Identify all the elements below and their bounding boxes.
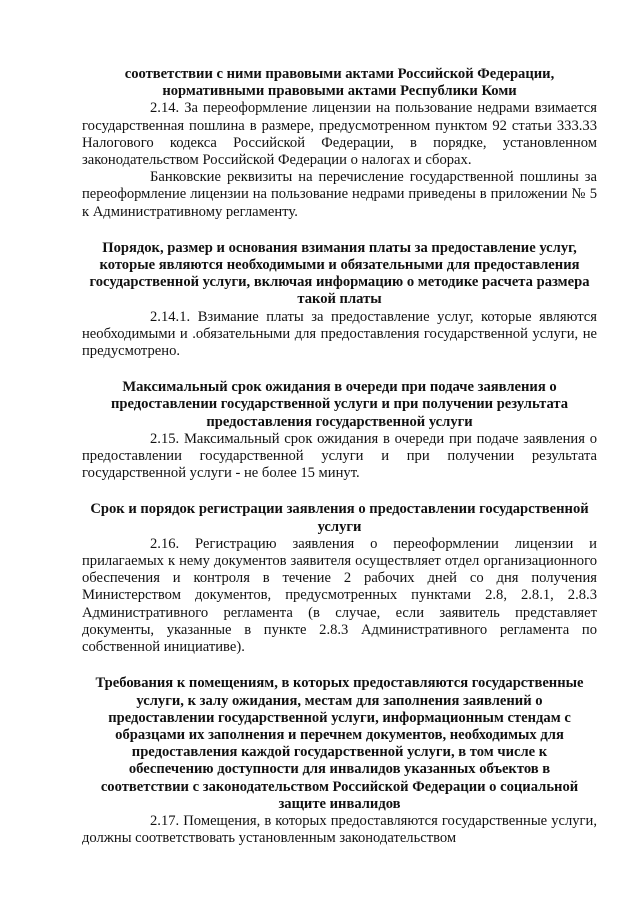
paragraph-bank-details: Банковские реквизиты на перечисление государственной пошлины за переоформление лицензии на пользование недрами приведены в приложении № 5 к Административному регламенту. — [82, 169, 597, 220]
document-page — [82, 66, 597, 847]
paragraph-2-14: 2.14. За переоформление лицензии на пользование недрами взимается государственная пошлина в размере, предусмотренном пунктом 92 статьи 333.33 Налогового кодекса Российской Федерации, в порядке, установленном законодательством Российской Федерации о налогах и сборах. — [82, 100, 597, 169]
section-heading-continuation: соответствии с ними правовыми актами Российской Федерации, нормативными правовыми актами Республики Коми — [124, 66, 555, 100]
section-heading-registration: Срок и порядок регистрации заявления о предоставлении государственной услуги — [90, 501, 589, 535]
paragraph-2-14-1: 2.14.1. Взимание платы за предоставление услуг, которые являются необходимыми и .обязательными для предоставления государственной услуги, не предусмотрено. — [82, 308, 597, 360]
paragraph-2-17: 2.17. Помещения, в которых предоставляются государственные услуги, должны соответствовать установленным законодательством — [82, 812, 597, 847]
section-heading-premises: Требования к помещениям, в которых предоставляются государственные услуги, к залу ожидания, местам для заполнения заявлений о предоставлении государственной услуги, информационным стендам с образцами их заполнения и перечнем документов, необходимых для предоставления каждой государственной услуги, в том числе к обеспечению доступности для инвалидов указанных объектов в соответствии с законодательством Российской Федерации о социальной защите инвалидов — [95, 675, 584, 812]
paragraph-2-16: 2.16. Регистрацию заявления о переоформлении лицензии и прилагаемых к нему документов заявителя осуществляет отдел организационного обеспечения и контроля в течение 2 рабочих дней со дня получения Министерством документов, предусмотренных пунктами 2.8, 2.8.1, 2.8.3 Административного регламента (в случае, если заявитель представляет документы, указанные в пункте 2.8.3 Административного регламента по собственной инициативе). — [82, 535, 597, 656]
section-heading-queue-time: Максимальный срок ожидания в очереди при подаче заявления о предоставлении государственной услуги и при получении результата предоставления государственной услуги — [110, 379, 569, 430]
paragraph-2-15: 2.15. Максимальный срок ожидания в очереди при подаче заявления о предоставлении государственной услуги и при получении результата государственной услуги - не более 15 минут. — [82, 430, 597, 482]
section-heading-fees: Порядок, размер и основания взимания платы за предоставление услуг, которые являются необходимыми и обязательными для предоставления государственной услуги, включая информацию о методике расчета размера такой платы — [89, 239, 590, 308]
